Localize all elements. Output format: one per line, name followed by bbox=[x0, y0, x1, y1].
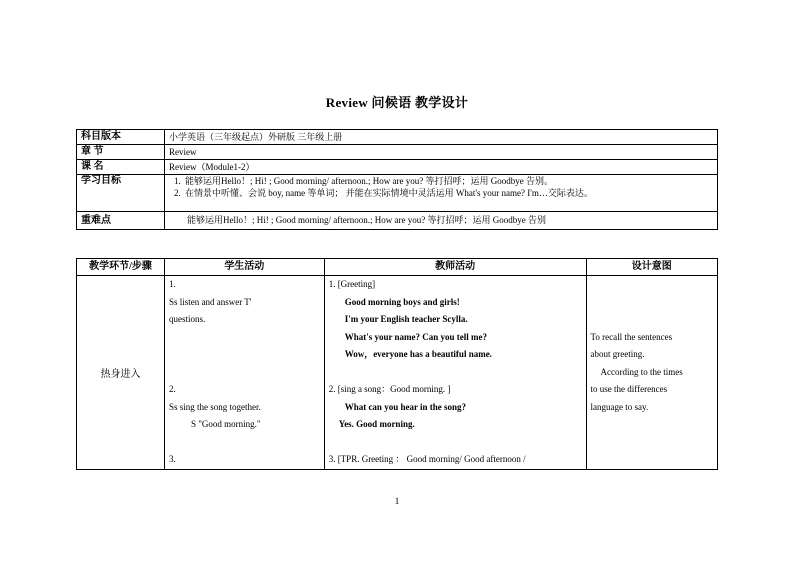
teacher-line: What can you hear in the song? bbox=[344, 401, 467, 412]
info-label-subject: 科目版本 bbox=[77, 130, 165, 145]
info-row-subject bbox=[77, 130, 718, 145]
info-value-chapter: Review bbox=[165, 145, 718, 160]
course-info-table bbox=[76, 129, 718, 230]
teacher-line: Good morning boys and girls! bbox=[344, 296, 460, 307]
header-design-intent: 设计意图 bbox=[586, 259, 717, 276]
header-stage: 教学环节/步骤 bbox=[77, 259, 165, 276]
process-header-row bbox=[77, 259, 718, 276]
info-value-goals bbox=[165, 175, 718, 212]
stage-cell: 热身进入 bbox=[77, 276, 165, 470]
goal-item: 1. 能够运用Hello！; Hi! ; Good morning/ afternoon.; How are you? 等打招呼；运用 Goodbye 告别。 bbox=[183, 175, 713, 187]
teacher-activity-cell bbox=[324, 276, 586, 470]
student-text: Ss listen and answer T' bbox=[168, 296, 252, 307]
aim-line: language to say. bbox=[590, 401, 649, 412]
teacher-step: 3. [TPR. Greeting ： Good morning/ Good afternoon / bbox=[328, 454, 526, 464]
aim-line: about greeting. bbox=[590, 349, 645, 359]
student-text: S "Good morning." bbox=[190, 419, 261, 429]
goal-item: 2. 在情景中听懂、会说 boy, name 等单词； 并能在实际情境中灵活运用 What's your name? I'm…交际表达。 bbox=[183, 187, 713, 199]
document-title: Review 问候语 教学设计 bbox=[325, 95, 469, 110]
teacher-line: I'm your English teacher Scylla. bbox=[344, 314, 468, 324]
goals-list bbox=[169, 175, 713, 199]
process-row-warmup bbox=[77, 276, 718, 470]
teaching-process-table bbox=[76, 258, 718, 470]
aim-line: to use the differences bbox=[590, 384, 668, 394]
info-row-chapter bbox=[77, 145, 718, 160]
info-value-subject: 小学英语（三年级起点）外研版 三年级上册 bbox=[165, 130, 718, 145]
student-step-number: 2. bbox=[168, 384, 176, 394]
info-label-key-points: 重难点 bbox=[77, 212, 165, 230]
info-row-goals bbox=[77, 175, 718, 212]
info-label-chapter: 章 节 bbox=[77, 145, 165, 160]
teacher-step: 2. [sing a song：Good morning. ] bbox=[328, 384, 451, 394]
student-step-number: 3. bbox=[168, 454, 176, 464]
teacher-step: 1. [Greeting] bbox=[328, 279, 376, 289]
aim-line: To recall the sentences bbox=[590, 331, 673, 342]
info-row-lesson bbox=[77, 160, 718, 175]
student-text: questions. bbox=[168, 314, 206, 324]
student-step-number: 1. bbox=[168, 279, 176, 289]
teacher-line: Yes. Good morning. bbox=[338, 419, 415, 429]
aim-line: According to the times bbox=[600, 366, 683, 377]
design-intent-cell bbox=[586, 276, 717, 470]
teacher-line: Wow，everyone has a beautiful name. bbox=[344, 349, 492, 359]
student-activity-cell bbox=[164, 276, 324, 470]
info-row-key-points bbox=[77, 212, 718, 230]
teacher-line: What's your name? Can you tell me? bbox=[344, 331, 488, 342]
header-teacher-activity: 教师活动 bbox=[324, 259, 586, 276]
info-label-goals: 学习目标 bbox=[77, 175, 165, 212]
info-label-lesson: 课 名 bbox=[77, 160, 165, 175]
info-value-lesson: Review（Module1-2） bbox=[165, 160, 718, 175]
info-value-key-points bbox=[165, 212, 718, 230]
header-student-activity: 学生活动 bbox=[164, 259, 324, 276]
student-text: Ss sing the song together. bbox=[168, 401, 261, 412]
page-number: 1 bbox=[394, 496, 400, 506]
key-points-text: 能够运用Hello！; Hi! ; Good morning/ afternoon.; How are you? 等打招呼；运用 Goodbye 告别 bbox=[187, 215, 546, 225]
